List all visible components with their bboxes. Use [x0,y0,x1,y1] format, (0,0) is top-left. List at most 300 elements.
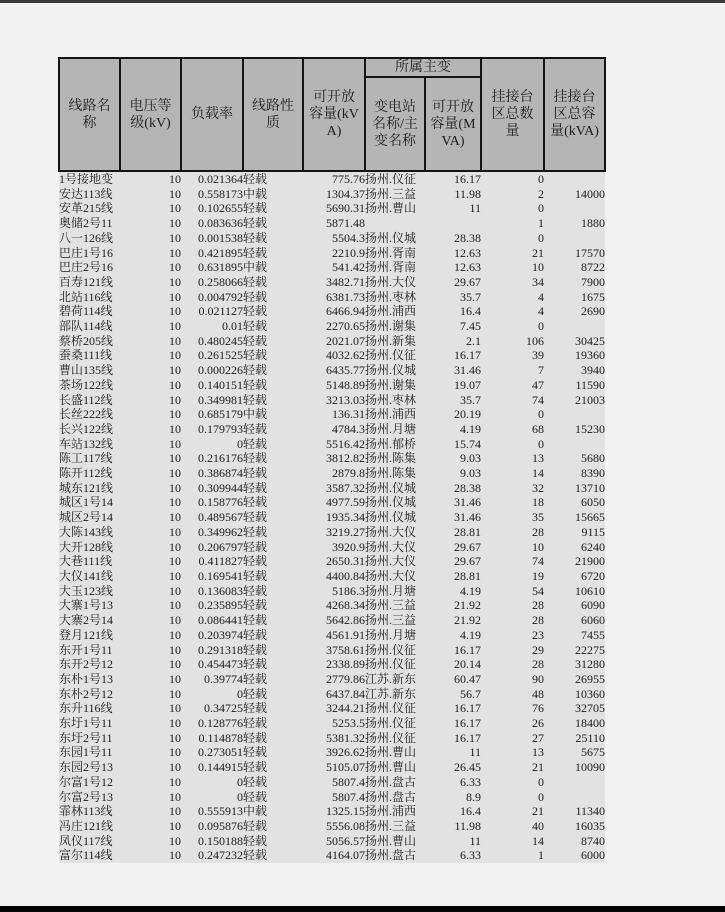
cell: 4.19 [460,421,481,436]
cell: 21.92 [454,598,481,613]
cell: 0.169541 [198,568,243,583]
cell: 轻载 [243,333,268,348]
cell: 7455 [581,627,605,642]
cell: 扬州.仪征 [365,701,417,716]
cell: 13710 [575,480,605,495]
cell: 大仪141线 [59,568,114,583]
cell: 百寿121线 [59,274,114,289]
cell: 曹山135线 [59,363,114,378]
cell: 扬州.月塘 [365,583,417,598]
cell: 城区2号14 [59,510,114,525]
cell [544,231,605,246]
cell: 3920.9 [332,539,365,554]
cell: 富尔114线 [59,848,113,863]
cell: 10 [169,598,181,613]
cell: 16.17 [454,348,481,363]
cell: 0.309944 [198,480,243,495]
cell: 11.98 [454,818,481,833]
cell: 0.144915 [198,760,243,775]
cell: 轻载 [243,760,268,775]
cell: 大开128线 [59,539,114,554]
table-row [59,554,605,569]
cell [425,216,481,231]
cell: 6050 [581,495,605,510]
cell: 21 [532,760,544,775]
cell: 轻载 [243,701,268,716]
cell: 0.000226 [198,363,243,378]
cell: 扬州.仪征 [365,172,417,186]
cell: 扬州.大仪 [365,554,417,569]
cell: 9.03 [460,451,481,466]
cell: 3940 [581,363,605,378]
cell: 10 [169,730,181,745]
line-capacity-table [58,57,606,863]
cell: 扬州.月塘 [365,421,417,436]
cell: 0.273051 [198,745,243,760]
cell: 28.81 [454,568,481,583]
cell: 0.01 [222,319,243,334]
cell: 东圩1号11 [59,716,113,731]
cell: 16.17 [454,172,481,186]
cell: 10 [169,495,181,510]
cell: 扬州.新集 [365,333,417,348]
cell: 轻载 [243,642,268,657]
cell: 轻载 [243,466,268,481]
cell: 1675 [581,289,605,304]
cell: 轻载 [243,848,268,863]
cell: 大陈143线 [59,524,114,539]
cell: 16.17 [454,716,481,731]
cell: 7.45 [460,319,481,334]
cell: 19360 [575,348,605,363]
cell: 5148.89 [326,377,365,392]
cell: 扬州.盘古 [365,848,417,863]
cell: 0.489567 [198,510,243,525]
table-body [59,171,605,863]
cell: 10 [169,436,181,451]
cell: 10 [169,568,181,583]
cell: 28.38 [454,480,481,495]
cell: 0.261525 [198,348,243,363]
cell: 0.102655 [198,201,243,216]
cell: 0 [538,774,544,789]
cell: 6000 [581,848,605,863]
cell: 0.158776 [198,495,243,510]
cell: 扬州.仪城 [365,510,417,525]
cell: 10090 [575,760,605,775]
cell: 6466.94 [326,304,365,319]
cell: 3926.62 [326,745,365,760]
cell: 扬州.仪征 [365,642,417,657]
cell: 10 [169,716,181,731]
cell: 14 [532,466,544,481]
table-row [59,481,605,496]
cell: 21 [532,804,544,819]
cell: 扬州.大仪 [365,539,417,554]
cell: 12.63 [454,260,481,275]
col-header-load-rate: 负载率 [181,58,243,171]
cell: 轻载 [243,745,268,760]
cell: 轻载 [243,421,268,436]
cell [544,319,605,334]
cell: 6.33 [460,774,481,789]
cell: 5807.4 [332,774,365,789]
cell: 2270.65 [326,319,365,334]
cell: 轻载 [243,568,268,583]
table-row [59,393,605,408]
cell: 0.386874 [198,466,243,481]
cell: 扬州.仪征 [365,657,417,672]
cell: 3219.27 [326,524,365,539]
cell: 轻载 [243,363,268,378]
cell: 扬州.曹山 [365,201,417,216]
table-row [59,187,605,202]
cell: 8722 [581,260,605,275]
cell: 0 [237,774,243,789]
cell: 轻载 [243,274,268,289]
cell: 7900 [581,274,605,289]
cell: 轻载 [243,289,268,304]
cell: 32705 [575,701,605,716]
cell: 10 [169,348,181,363]
cell: 东开2号12 [59,657,114,672]
cell: 东园2号13 [59,760,114,775]
cell: 0.558173 [198,186,243,201]
cell: 轻载 [243,392,268,407]
cell: 0.140151 [198,377,243,392]
cell: 74 [532,554,544,569]
cell: 48 [532,686,544,701]
table-row [59,540,605,555]
cell: 14000 [575,186,605,201]
cell: 29.67 [454,274,481,289]
cell: 31.46 [454,363,481,378]
cell: 轻载 [243,716,268,731]
cell: 4400.84 [326,568,365,583]
cell: 0 [237,789,243,804]
cell: 10 [169,627,181,642]
table-row [59,804,605,819]
col-header-line-nature: 线路性质 [243,58,303,171]
cell: 30425 [575,333,605,348]
cell: 1号接地变 [59,172,114,186]
cell: 27 [532,730,544,745]
cell: 中载 [243,407,268,422]
cell: 10 [169,245,181,260]
cell: 10 [169,524,181,539]
cell [544,790,605,805]
cell: 0.203974 [198,627,243,642]
cell: 15.74 [454,436,481,451]
cell: 1325.15 [326,804,365,819]
table-row [59,451,605,466]
cell: 541.42 [332,260,365,275]
cell: 35.7 [460,289,481,304]
table-row [59,466,605,481]
cell: 9115 [581,524,605,539]
cell: 11 [469,745,481,760]
cell: 冯庄121线 [59,818,114,833]
cell: 车站132线 [59,436,114,451]
cell: 10 [169,804,181,819]
cell: 0.349962 [198,524,243,539]
cell: 4164.07 [326,848,365,863]
cell: 6381.73 [326,289,365,304]
table-header [59,58,605,171]
cell: 扬州.大仪 [365,568,417,583]
cell: 长丝222线 [59,407,114,422]
cell: 轻载 [243,510,268,525]
table-row [59,760,605,775]
table-row [59,319,605,334]
table-row [59,422,605,437]
cell: 10610 [575,583,605,598]
cell: 0.021127 [198,304,243,319]
cell: 39 [532,348,544,363]
table-row [59,407,605,422]
cell: 34 [532,274,544,289]
cell: 安革215线 [59,201,114,216]
cell: 28 [532,613,544,628]
cell: 10 [169,745,181,760]
cell: 扬州.三益 [365,613,417,628]
cell: 10 [169,319,181,334]
cell: 19 [532,568,544,583]
cell: 10 [169,392,181,407]
cell: 轻载 [243,319,268,334]
table-row [59,304,605,319]
cell: 5504.3 [332,230,365,245]
cell: 轻载 [243,524,268,539]
cell: 16035 [575,818,605,833]
cell: 10 [169,554,181,569]
table-row [59,687,605,702]
cell: 2779.86 [326,671,365,686]
cell: 0.001538 [198,230,243,245]
cell: 0 [538,319,544,334]
cell: 扬州.胥南 [365,260,417,275]
table-row [59,745,605,760]
table-row [59,246,605,261]
cell: 东圩2号11 [59,730,113,745]
cell: 0 [237,436,243,451]
table-row [59,260,605,275]
cell: 10 [169,657,181,672]
cell: 10360 [575,686,605,701]
cell: 3812.82 [326,451,365,466]
table-row [59,584,605,599]
cell: 10 [169,201,181,216]
cell: 东园1号11 [59,745,113,760]
cell: 10 [169,421,181,436]
cell: 0.34725 [204,701,243,716]
cell: 22275 [575,642,605,657]
cell: 19.07 [454,377,481,392]
table-row [59,569,605,584]
cell: 长兴122线 [59,421,114,436]
cell: 轻载 [243,539,268,554]
cell: 5186.3 [332,583,365,598]
cell: 10 [169,274,181,289]
cell: 28 [532,657,544,672]
cell: 3758.61 [326,642,365,657]
cell: 31280 [575,657,605,672]
table-row [59,231,605,246]
table-row [59,848,605,863]
cell: 2690 [581,304,605,319]
cell: 尔富1号12 [59,774,114,789]
cell: 0.021364 [198,172,243,186]
cell: 4784.3 [332,421,365,436]
cell: 16.4 [460,804,481,819]
table-row [59,672,605,687]
cell: 5807.4 [332,789,365,804]
cell: 0.480245 [198,333,243,348]
cell: 扬州.仪征 [365,716,417,731]
cell: 7 [538,363,544,378]
cell: 10 [169,289,181,304]
cell: 21.92 [454,613,481,628]
table-row [59,275,605,290]
cell: 扬州.浦西 [365,304,417,319]
table-row [59,363,605,378]
cell: 5556.08 [326,818,365,833]
table-row [59,290,605,305]
cell: 1935.34 [326,510,365,525]
cell: 10 [169,760,181,775]
table-row [59,348,605,363]
col-header-voltage-level: 电压等级(kV) [120,58,181,171]
cell: 1 [538,216,544,231]
cell: 35.7 [460,392,481,407]
cell: 0.128776 [198,716,243,731]
cell: 2 [538,186,544,201]
cell: 11590 [575,377,605,392]
cell: 0.39774 [204,671,243,686]
cell: 0.631895 [198,260,243,275]
scan-top-edge [0,0,725,3]
cell: 轻载 [243,789,268,804]
cell: 扬州.仪城 [365,230,417,245]
cell: 16.4 [460,304,481,319]
cell: 10 [532,260,544,275]
cell: 轻载 [243,348,268,363]
table-row [59,790,605,805]
cell: 8.9 [466,789,481,804]
cell: 26.45 [454,760,481,775]
cell: 陈开112线 [59,466,113,481]
cell: 0.685179 [198,407,243,422]
cell: 扬州.大仪 [365,524,417,539]
cell: 5680 [581,451,605,466]
cell: 扬州.仪城 [365,480,417,495]
cell: 10 [169,407,181,422]
cell: 10 [169,172,181,186]
cell: 10 [169,848,181,863]
cell: 大寨1号13 [59,598,114,613]
cell: 扬州.曹山 [365,833,417,848]
cell: 1 [538,848,544,863]
table-row [59,643,605,658]
cell: 0.555913 [198,804,243,819]
cell: 八一126线 [59,230,114,245]
cell: 中载 [243,260,268,275]
cell: 10 [169,480,181,495]
cell: 54 [532,583,544,598]
cell: 3244.21 [326,701,365,716]
cell: 90 [532,671,544,686]
cell: 轻载 [243,377,268,392]
cell: 扬州.曹山 [365,760,417,775]
cell: 3482.71 [326,274,365,289]
cell: 6.33 [460,848,481,863]
cell: 18 [532,495,544,510]
cell: 5516.42 [326,436,365,451]
cell: 轻载 [243,495,268,510]
table-row [59,216,605,231]
cell: 轻载 [243,480,268,495]
cell: 8390 [581,466,605,481]
cell: 0.291318 [198,642,243,657]
cell: 6435.77 [326,363,365,378]
cell: 106 [526,333,544,348]
cell: 北站116线 [59,289,113,304]
cell [544,775,605,790]
cell: 5642.86 [326,613,365,628]
cell: 0.411827 [198,554,243,569]
cell: 10 [169,701,181,716]
cell: 10 [169,260,181,275]
cell: 10 [169,789,181,804]
cell: 10 [169,583,181,598]
cell: 扬州.浦西 [365,804,417,819]
cell: 大玉123线 [59,583,114,598]
cell: 20.19 [454,407,481,422]
cell: 轻载 [243,657,268,672]
table-row [59,510,605,525]
col-header-open-capacity-kva: 可开放容量(kVA) [303,58,365,171]
cell: 轻载 [243,554,268,569]
cell: 0.179793 [198,421,243,436]
cell: 0 [538,789,544,804]
cell: 76 [532,701,544,716]
cell: 江苏.新东 [365,671,417,686]
cell: 32 [532,480,544,495]
table-row [59,495,605,510]
cell: 安达113线 [59,186,113,201]
cell: 城区1号14 [59,495,114,510]
cell: 10 [169,539,181,554]
cell: 12.63 [454,245,481,260]
cell: 扬州.三益 [365,186,417,201]
cell: 轻载 [243,172,268,186]
cell: 轻载 [243,216,268,231]
cell: 13 [532,451,544,466]
cell: 0 [538,172,544,186]
cell: 3587.32 [326,480,365,495]
cell: 10 [169,333,181,348]
cell: 10 [169,304,181,319]
cell: 11.98 [454,186,481,201]
cell: 扬州.陈集 [365,451,417,466]
col-header-station-count: 挂接台区总数量 [481,58,544,171]
cell: 11340 [575,804,605,819]
cell: 74 [532,392,544,407]
cell: 10 [169,363,181,378]
cell: 29.67 [454,554,481,569]
cell: 扬州.盘古 [365,789,417,804]
col-header-station-capacity: 挂接台区总容量(kVA) [544,58,605,171]
